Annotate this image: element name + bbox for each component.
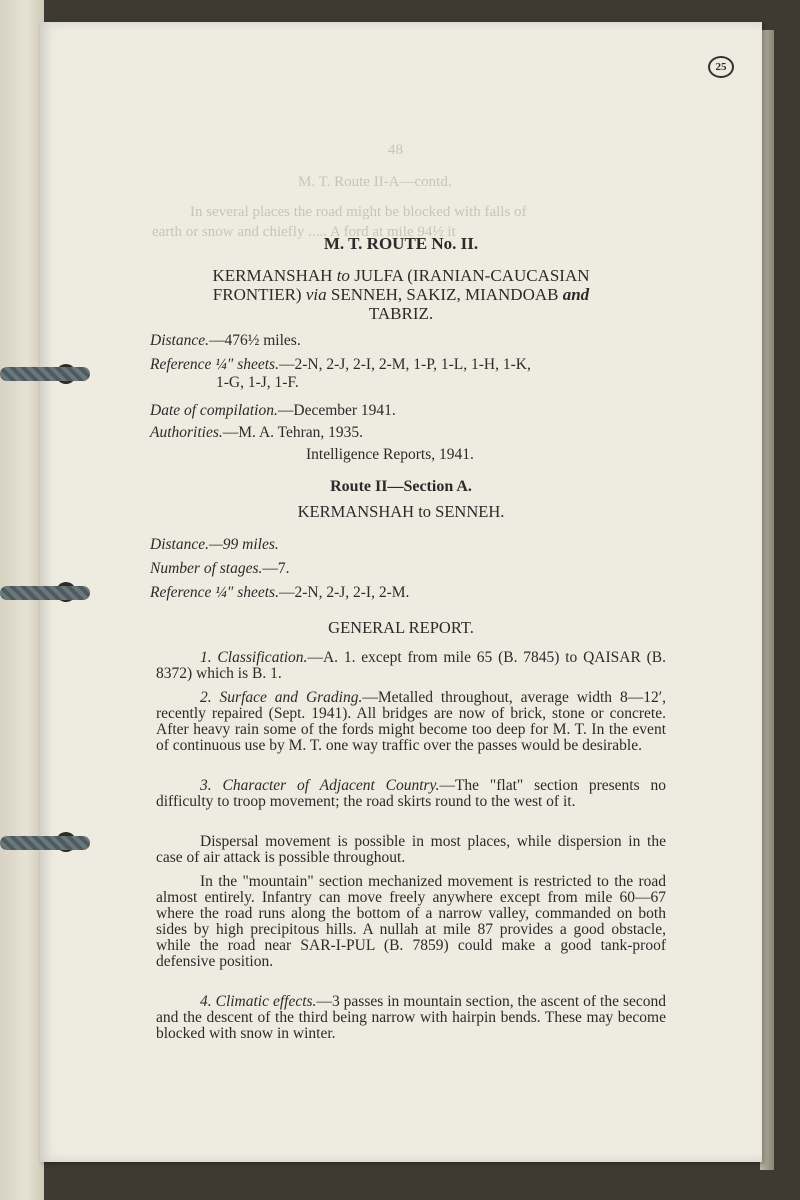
distance-entry: Distance.—476½ miles. xyxy=(150,332,301,349)
report-heading: GENERAL REPORT. xyxy=(328,618,474,637)
bleed-running-head: M. T. Route II-A—contd. xyxy=(298,174,452,190)
section-subheading: KERMANSHAH to SENNEH. xyxy=(297,502,505,521)
page-stack-edge xyxy=(760,30,774,1170)
date-entry: Date of compilation.—December 1941. xyxy=(150,402,396,419)
binding-thread xyxy=(0,586,90,600)
bleed-page-number: 48 xyxy=(388,142,403,158)
bleed-line: earth or snow and chiefly ..... A ford at mile 94½ it xyxy=(152,224,456,240)
paragraph-surface-grading: 2. Surface and Grading.—Metalled throughout, average width 8—12′, recently repaired (Sept. 1941). All bridges are now of brick, stone or concrete. After heavy rain some of the fords might become too deep for M. T. In the event of continuous use by M. T. one way traffic over the passes would be desirable. xyxy=(156,689,666,754)
binding-thread xyxy=(0,367,90,381)
section-distance: Distance.—99 miles. xyxy=(150,536,279,553)
paragraph-mountain-section: In the "mountain" section mechanized movement is restricted to the road almost entirely. Infantry can move freely anywhere except from mile 60—67 where the road runs along the bottom of a narrow valley, commanded on both sides by high precipitous hills. A nullah at mile 87 provides a good obstacle, while the road near SAR-I-PUL (B. 7859) could make a good tank-proof defensive position. xyxy=(156,873,666,970)
book-spine-edge xyxy=(0,0,44,1200)
paragraph-climatic-effects: 4. Climatic effects.—3 passes in mountain section, the ascent of the second and the descent of the third being narrow with hairpin bends. These may become blocked with snow in winter. xyxy=(156,993,666,1042)
paragraph-dispersal: Dispersal movement is possible in most places, while dispersion in the case of air attack is possible throughout. xyxy=(156,833,666,866)
folio-stamp: 25 xyxy=(708,56,734,78)
route-description-line1: KERMANSHAH to JULFA (IRANIAN-CAUCASIAN xyxy=(212,266,590,285)
section-reference: Reference ¼″ sheets.—2-N, 2-J, 2-I, 2-M. xyxy=(150,584,410,601)
authorities-entry: Authorities.—M. A. Tehran, 1935. xyxy=(150,424,364,441)
section-stages: Number of stages.—7. xyxy=(150,560,290,577)
route-description-line3: TABRIZ. xyxy=(368,304,434,323)
reference-entry: Reference ¼″ sheets.—2-N, 2-J, 2-I, 2-M, 1-P, 1-L, 1-H, 1-K, xyxy=(150,356,531,373)
paragraph-adjacent-country: 3. Character of Adjacent Country.—The "flat" section presents no difficulty to troop movement; the road skirts round to the west of it. xyxy=(156,777,666,810)
bleed-line: In several places the road might be blocked with falls of xyxy=(190,204,527,220)
paragraph-classification: 1. Classification.—A. 1. except from mile 65 (B. 7845) to QAISAR (B. 8372) which is B. 1. xyxy=(156,649,666,682)
binding-thread xyxy=(0,836,90,850)
route-description-line2: FRONTIER) via SENNEH, SAKIZ, MIANDOAB and xyxy=(212,285,590,304)
authorities-entry-cont: Intelligence Reports, 1941. xyxy=(306,446,474,463)
section-heading: Route II—Section A. xyxy=(330,478,472,495)
document-page xyxy=(40,22,762,1162)
reference-entry-cont: 1-G, 1-J, 1-F. xyxy=(216,374,299,391)
route-title: M. T. ROUTE No. II. xyxy=(323,234,479,253)
